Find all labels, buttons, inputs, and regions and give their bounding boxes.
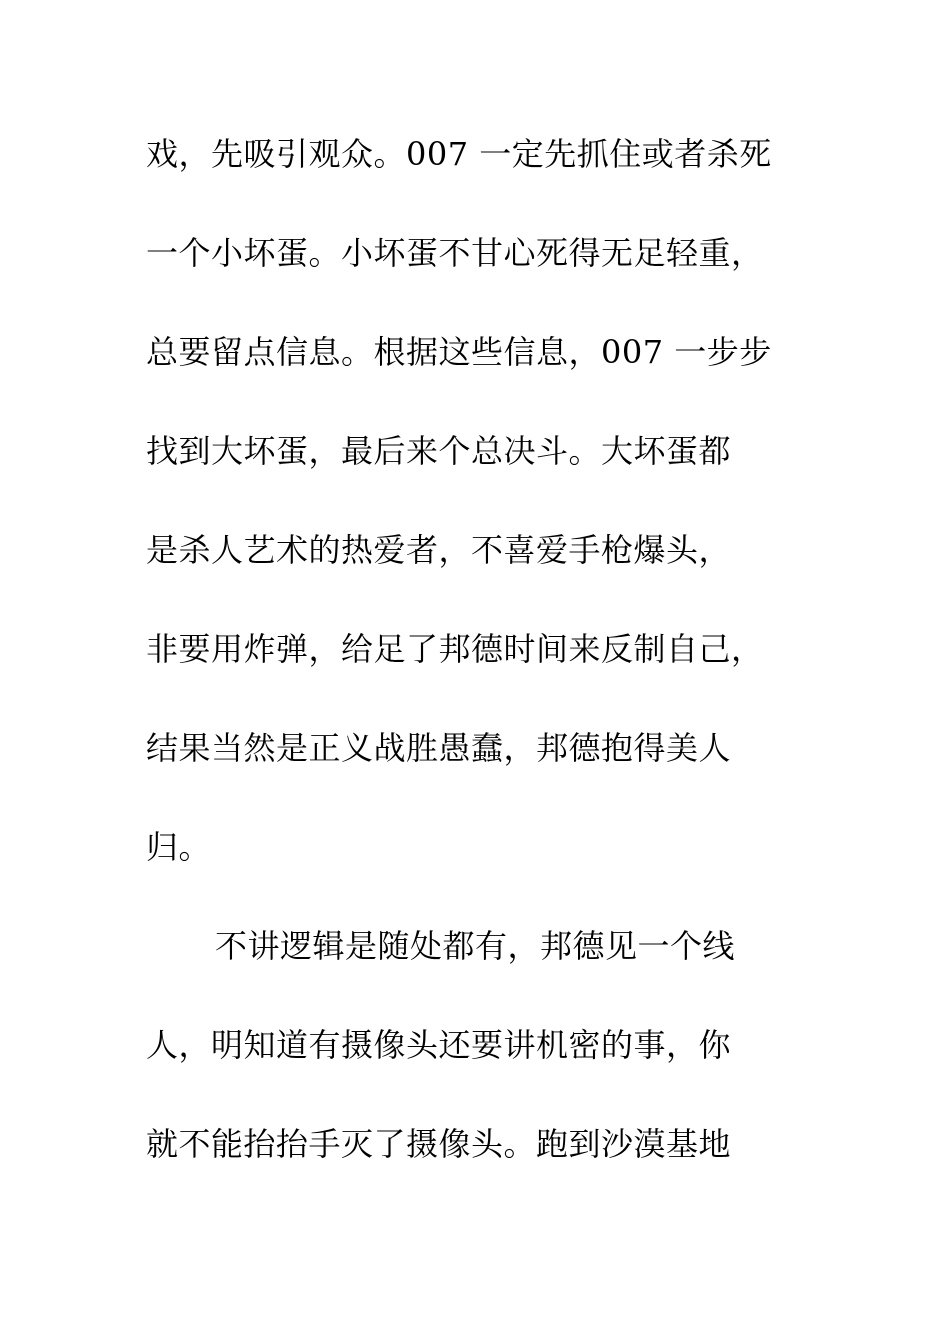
text-line-6: 非要用炸弹，给足了邦德时间来反制自己， — [146, 630, 764, 668]
body-text — [146, 128, 816, 1217]
text-line-8: 归。 — [146, 828, 212, 866]
text-line-3: 总要留点信息。根据这些信息，007 一步步 — [146, 333, 772, 371]
text-line-5: 是杀人艺术的热爱者，不喜爱手枪爆头， — [146, 531, 732, 569]
text-line-2: 一个小坏蛋。小坏蛋不甘心死得无足轻重， — [146, 234, 764, 272]
text-line-9-paragraph-start: 不讲逻辑是随处都有，邦德见一个线 — [215, 927, 736, 965]
text-line-4: 找到大坏蛋，最后来个总决斗。大坏蛋都 — [146, 432, 732, 470]
text-line-10: 人，明知道有摄像头还要讲机密的事，你 — [146, 1026, 732, 1064]
text-line-1: 戏，先吸引观众。007 一定先抓住或者杀死 — [146, 135, 772, 173]
text-line-7: 结果当然是正义战胜愚蠢，邦德抱得美人 — [146, 729, 732, 767]
text-line-11: 就不能抬抬手灭了摄像头。跑到沙漠基地 — [146, 1125, 732, 1163]
